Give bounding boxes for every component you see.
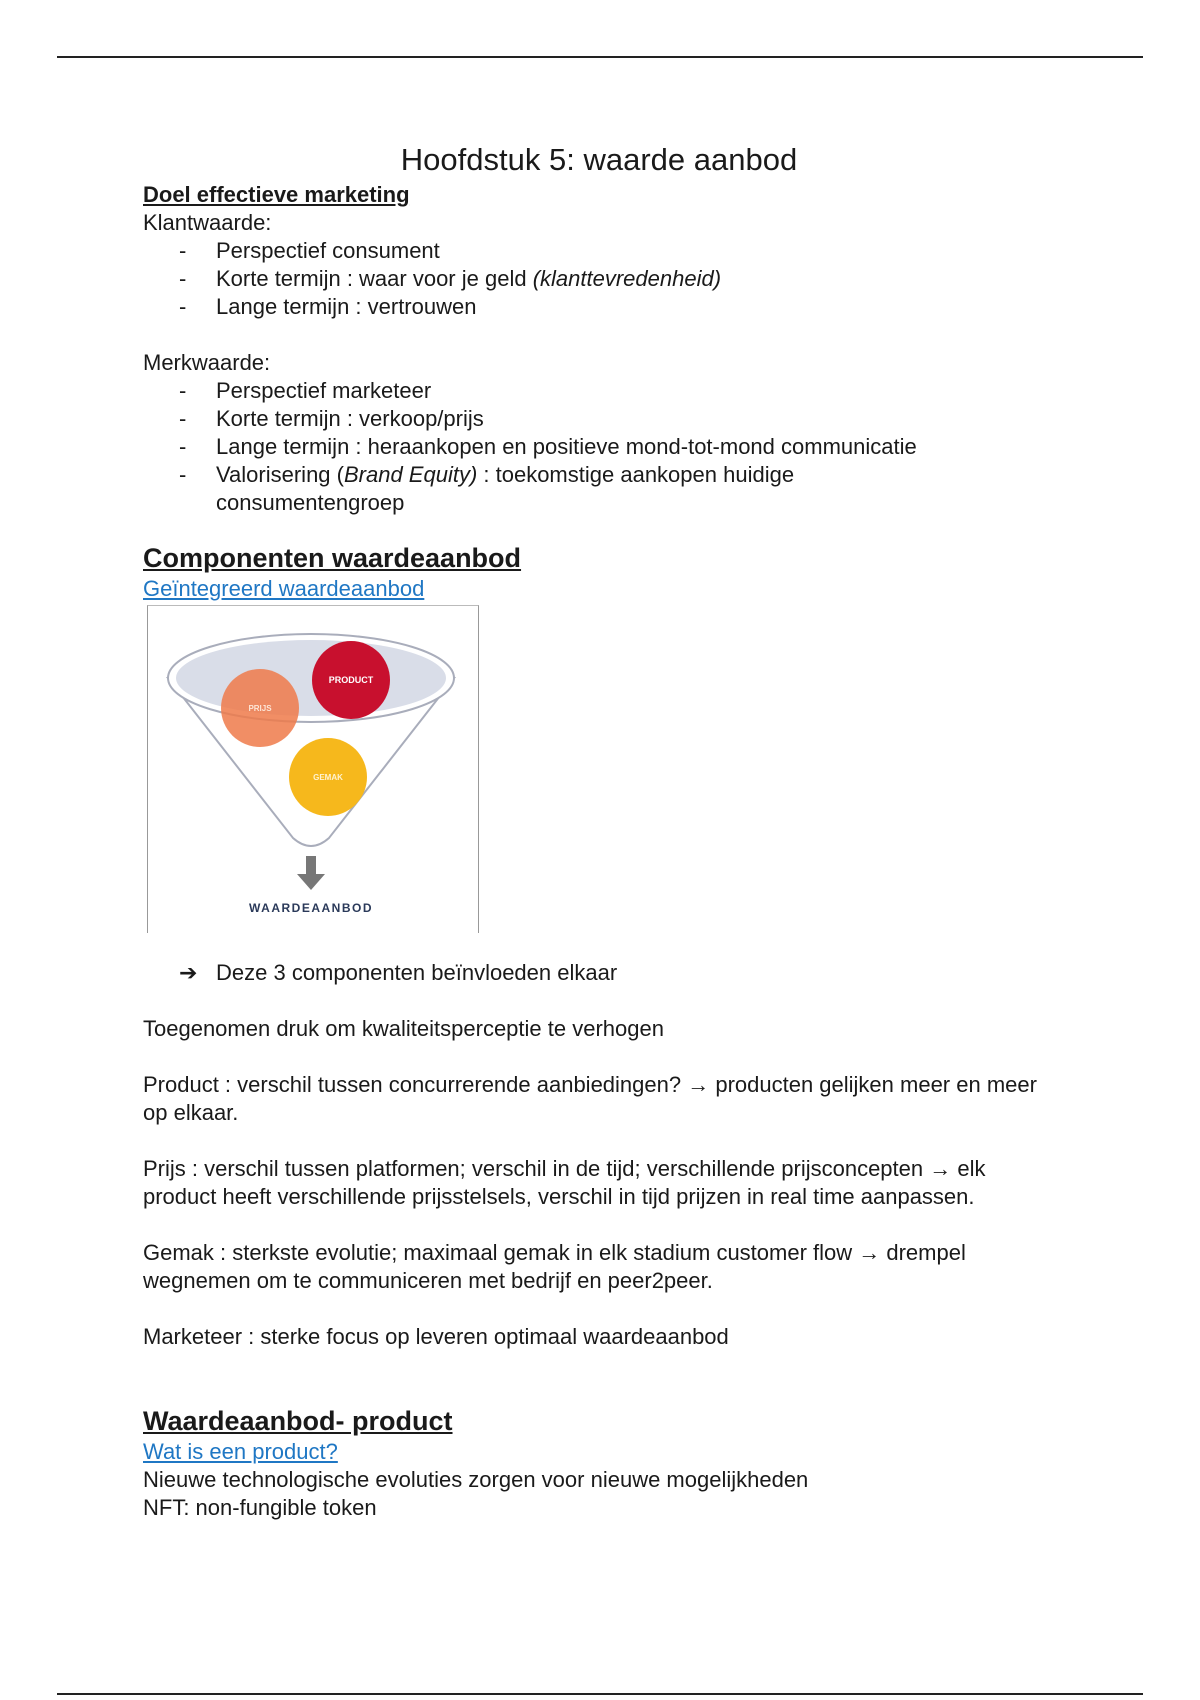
product-label: PRODUCT [328,675,374,685]
arrow-note-text: Deze 3 componenten beïnvloeden elkaar [216,960,618,985]
klantwaarde-label: Klantwaarde: [143,210,272,235]
top-rule [57,56,1143,58]
list-item [143,461,816,517]
waardeaanbod-funnel-figure [147,605,479,933]
bottom-rule [57,1693,1143,1695]
merkwaarde-label: Merkwaarde: [143,350,271,375]
list-item: - Korte termijn : verkoop/prijs [143,405,1063,433]
list-item-text: Valorisering ( [216,462,344,487]
paragraph: Product : verschil tussen concurrerende aanbiedingen? → producten gelijken meer en meer op elkaar. [143,1072,1037,1125]
section-heading-product: Waardeaanbod- product [143,1406,453,1436]
wat-is-product-link[interactable]: Wat is een product? [143,1439,338,1464]
paragraph: Toegenomen druk om kwaliteitsperceptie te verhogen [143,1016,664,1041]
paragraph: Prijs : verschil tussen platformen; verschil in de tijd; verschillende prijsconcepten → elk product heeft verschillende prijsstelsels, verschil in tijd prijzen in real time aanpassen. [143,1156,986,1209]
list-item-text: Korte termijn : waar voor je geld [216,266,533,291]
gemak-label: GEMAK [313,773,343,782]
list-item: - Perspectief consument [143,237,1063,265]
waardeaanbod-label: WAARDEAANBOD [249,901,373,915]
section-doel [143,181,1063,517]
list-item: - Perspectief marketeer [143,377,1063,405]
section-product [143,1404,1063,1522]
prijs-label: PRIJS [248,704,272,713]
list-item: - Lange termijn : heraankopen en positieve mond-tot-mond communicatie [143,433,1063,461]
paragraph: NFT: non-fungible token [143,1495,377,1520]
arrow-right-icon: ➔ [179,960,198,985]
merkwaarde-list [143,377,1063,517]
page-title: Hoofdstuk 5: waarde aanbod [400,142,798,177]
section-componenten-body [143,959,1063,1351]
list-item: - Lange termijn : vertrouwen [143,293,1063,321]
paragraph: Nieuwe technologische evoluties zorgen voor nieuwe mogelijkheden [143,1467,809,1492]
funnel-top [176,640,446,716]
funnel-diagram [148,606,478,933]
arrow-down-icon [297,856,325,890]
list-item-text: : toekomstige aankopen huidige consumentengroep [216,462,795,515]
paragraph: Marketeer : sterke focus op leveren optimaal waardeaanbod [143,1324,729,1349]
paragraph: Gemak : sterkste evolutie; maximaal gemak in elk stadium customer flow → drempel wegnemen om te communiceren met bedrijf en peer2peer. [143,1240,966,1293]
list-item [143,265,1063,293]
list-item-italic: Brand Equity) [343,462,478,487]
geintegreerd-link[interactable]: Geïntegreerd waardeaanbod [143,576,425,601]
arrow-note [143,959,1063,987]
klantwaarde-list [143,237,1063,321]
section-componenten [143,541,1063,603]
list-item-italic: (klanttevredenheid) [532,266,722,291]
section-heading-componenten: Componenten waardeaanbod [143,543,522,573]
section-heading-doel: Doel effectieve marketing [143,182,410,207]
